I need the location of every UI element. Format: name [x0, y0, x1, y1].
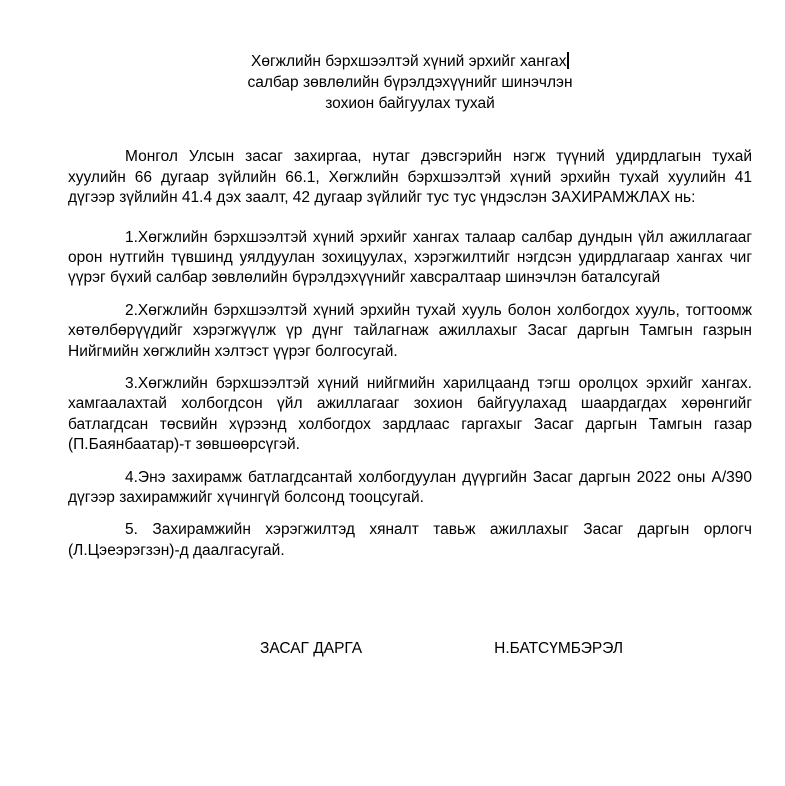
paragraph-preamble[interactable]: Монгол Улсын засаг захиргаа, нутаг дэвсгэрийн нэгж түүний удирдлагын тухай хуулийн 66 дугаар зүйлийн 66.1, Хөгжлийн бэрхшээлтэй хүний эрхийн тухай хуулийн 41 дүгээр зүйлийн 41.4 дэх заалт, 42 дугаар зүйлийг тус тус үндэслэн ЗАХИРАМЖЛАХ нь: — [68, 148, 752, 207]
paragraph-clause-1[interactable]: 1.Хөгжлийн бэрхшээлтэй хүний эрхийг хангах талаар салбар дундын үйл ажиллагааг орон нутгийн түвшинд уялдуулан зохицуулах, хэрэгжилтийг нэгдсэн удирдлагаар хангах чиг үүрэг бүхий салбар зөвлөлийн бүрэлдэхүүнийг хавсралтаар шинэчлэн баталсугай — [68, 228, 752, 287]
signature-role: ЗАСАГ ДАРГА — [260, 640, 363, 658]
document-title-line-1-text: Хөгжлийн бэрхшээлтэй хүний эрхийг хангах — [251, 53, 567, 70]
document-title-line-2[interactable]: салбар зөвлөлийн бүрэлдэхүүнийг шинэчлэн — [247, 73, 573, 91]
paragraph-clause-2[interactable]: 2.Хөгжлийн бэрхшээлтэй хүний эрхийн тухай хууль болон холбогдох хууль, тогтоомж хөтөлбөрүүдийг хэрэгжүүлж үр дүнг тайлагнаж ажиллахыг Засаг даргын Тамгын газрын Нийгмийн хөгжлийн хэлтэст үүрэг болгосугай. — [68, 301, 752, 360]
signature-block — [68, 639, 752, 659]
signature-name: Н.БАТСҮМБЭРЭЛ — [494, 640, 624, 658]
text-cursor — [567, 52, 569, 69]
paragraph-clause-4[interactable]: 4.Энэ захирамж батлагдсантай холбогдуулан дүүргийн Засаг даргын 2022 оны А/390 дүгээр захирамжийг хүчингүй болсонд тооцсугай. — [68, 468, 752, 507]
document-title — [68, 52, 752, 114]
paragraph-clause-3[interactable]: 3.Хөгжлийн бэрхшээлтэй хүний нийгмийн харилцаанд тэгш оролцох эрхийг хангах. хамгаалахтай холбогдсон үйл ажиллагааг зохион байгуулахад шаардагдах хөрөнгийг батлагдсан төсвийн хүрээнд холбогдох зардлаас гаргахыг Засаг даргын Тамгын газар (П.Баянбаатар)-т зөвшөөрсүгэй. — [68, 375, 752, 454]
document-title-line-1[interactable] — [68, 52, 752, 73]
document-title-line-3[interactable]: зохион байгуулах тухай — [325, 94, 495, 112]
paragraph-clause-5[interactable]: 5. Захирамжийн хэрэгжилтэд хяналт тавьж ажиллахыг Засаг даргын орлогч (Л.Цэеэрэгзэн)-д даалгасугай. — [68, 521, 752, 559]
